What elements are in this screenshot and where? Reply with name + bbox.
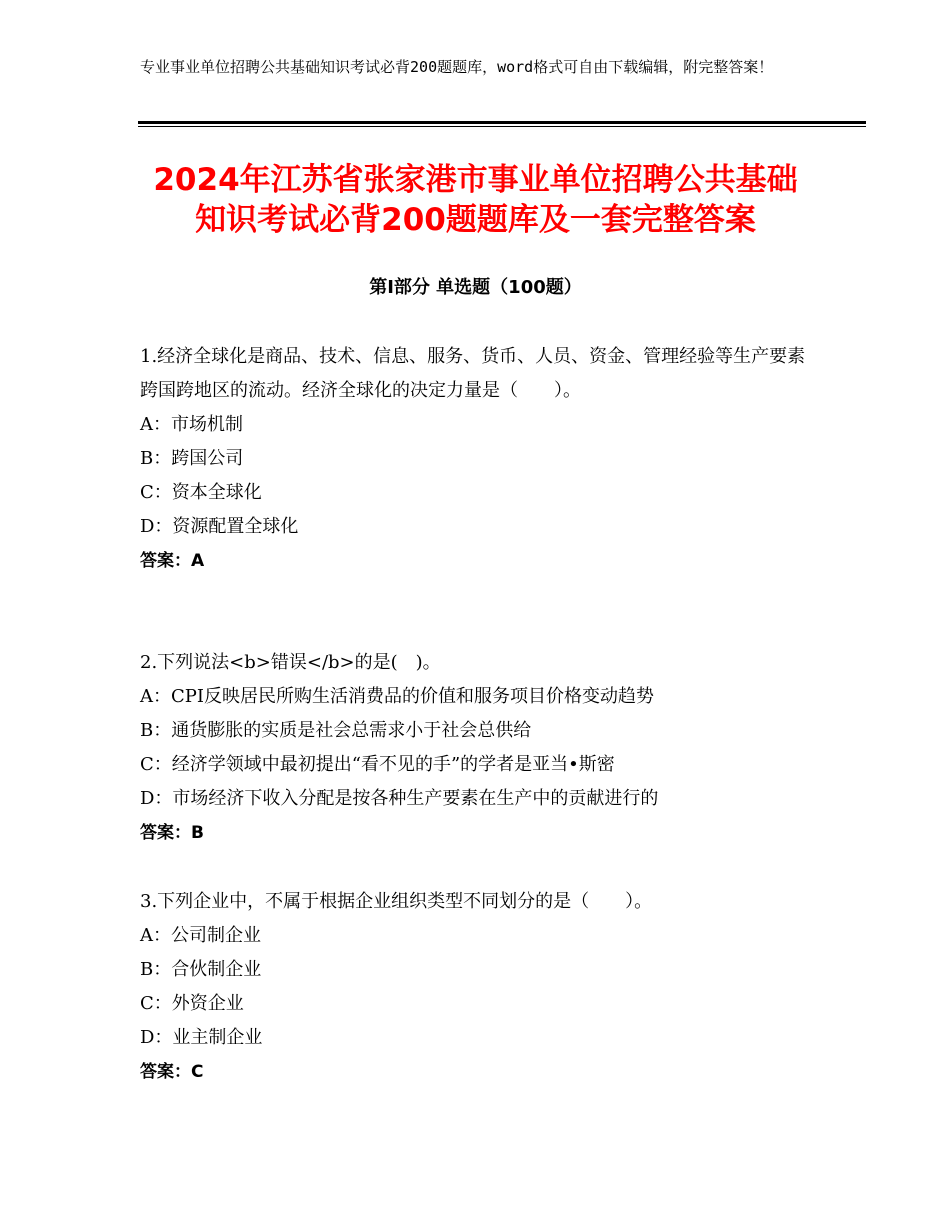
document-title: 2024年江苏省张家港市事业单位招聘公共基础知识考试必背200题题库及一套完整答案 — [153, 162, 798, 238]
question-1 — [140, 340, 820, 578]
option-c: C：资本全球化 — [140, 482, 262, 503]
option-d: D：市场经济下收入分配是按各种生产要素在生产中的贡献进行的 — [140, 788, 659, 809]
answer: 答案：A — [140, 551, 205, 571]
question-stem: 2.下列说法<b>错误</b>的是( )。 — [140, 652, 441, 673]
question-2 — [140, 646, 820, 850]
section-title: 第Ⅰ部分 单选题（100题） — [369, 277, 582, 298]
answer: 答案：B — [140, 823, 204, 843]
option-a: A：市场机制 — [140, 414, 243, 435]
header-rule-thin — [138, 126, 866, 127]
question-stem: 1.经济全球化是商品、技术、信息、服务、货币、人员、资金、管理经验等生产要素跨国跨地区的流动。经济全球化的决定力量是（ ）。 — [140, 346, 806, 401]
question-stem: 3.下列企业中，不属于根据企业组织类型不同划分的是（ ）。 — [140, 891, 653, 912]
answer: 答案：C — [140, 1062, 204, 1082]
option-a: A：CPI反映居民所购生活消费品的价值和服务项目价格变动趋势 — [140, 686, 654, 707]
header-rule-thick — [138, 121, 866, 124]
option-b: B：跨国公司 — [140, 448, 244, 469]
option-a: A：公司制企业 — [140, 925, 261, 946]
option-d: D：资源配置全球化 — [140, 516, 299, 537]
option-b: B：通货膨胀的实质是社会总需求小于社会总供给 — [140, 720, 532, 741]
option-c: C：经济学领域中最初提出“看不见的手”的学者是亚当•斯密 — [140, 754, 615, 775]
option-c: C：外资企业 — [140, 993, 244, 1014]
option-b: B：合伙制企业 — [140, 959, 262, 980]
question-3 — [140, 885, 820, 1089]
option-d: D：业主制企业 — [140, 1027, 263, 1048]
header-note: 专业事业单位招聘公共基础知识考试必背200题题库，word格式可自由下载编辑，附完整答案！ — [140, 58, 774, 76]
